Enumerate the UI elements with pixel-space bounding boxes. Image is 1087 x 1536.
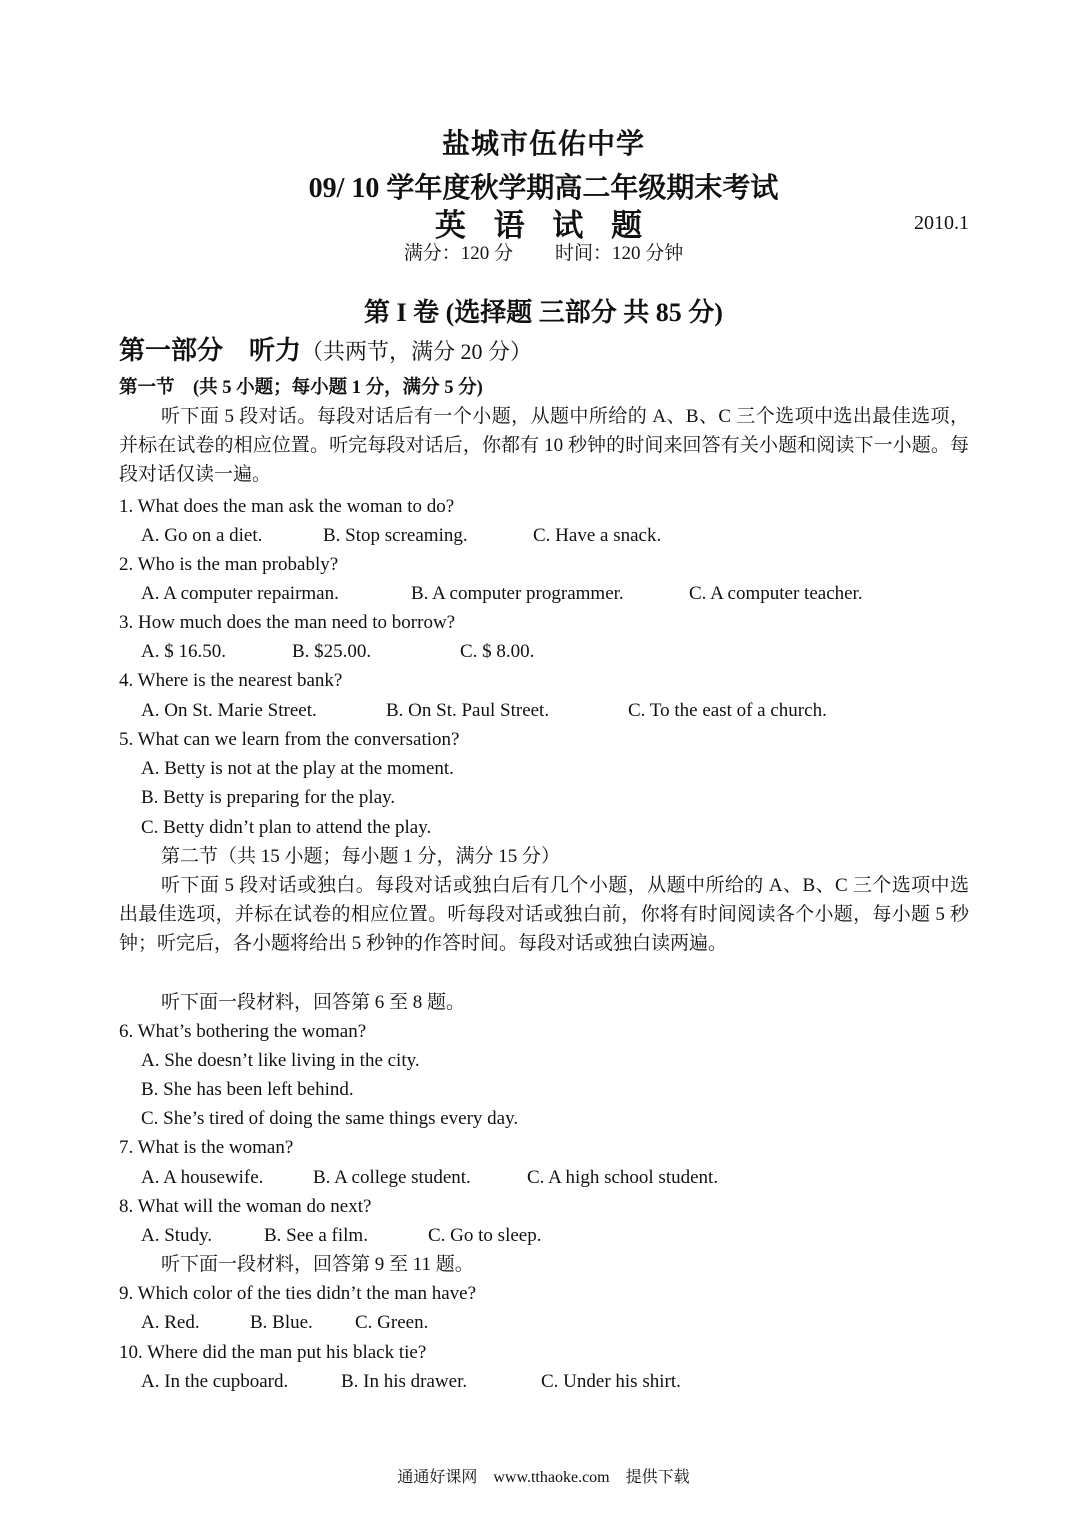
option-a: A. A housewife.: [141, 1167, 264, 1188]
volume-title: 第 I 卷 (选择题 三部分 共 85 分): [364, 298, 723, 327]
option-b: B. A computer programmer.: [411, 583, 624, 604]
question-8-options: [141, 1221, 541, 1250]
option-b: B. $25.00.: [292, 641, 372, 662]
question-1: 1. What does the man ask the woman to do?: [119, 496, 455, 517]
question-7-options: [141, 1163, 718, 1192]
question-6-option-c: C. She’s tired of doing the same things every day.: [141, 1108, 519, 1129]
section1-title: 第一节 (共 5 小题；每小题 1 分，满分 5 分): [119, 378, 483, 398]
section1-instructions: 听下面 5 段对话。每段对话后有一个小题，从题中所给的 A、B、C 三个选项中选出最佳选项，并标在试卷的相应位置。听完每段对话后，你都有 10 秒钟的时间来回答有关小题和阅读下一小题。每段对话仅读一遍。: [119, 406, 969, 485]
option-c: C. Green.: [355, 1312, 429, 1333]
question-6-option-b: B. She has been left behind.: [141, 1079, 354, 1100]
option-c: C. A computer teacher.: [689, 583, 863, 604]
question-1-options: [141, 521, 661, 550]
option-b: B. On St. Paul Street.: [386, 700, 550, 721]
part1-note: （共两节，满分 20 分）: [301, 339, 533, 364]
question-5-option-a: A. Betty is not at the play at the moment.: [141, 758, 454, 779]
question-8: 8. What will the woman do next?: [119, 1196, 372, 1217]
full-score: 满分：120 分: [403, 243, 513, 264]
exam-title: 09/ 10 学年度秋学期高二年级期末考试: [308, 173, 779, 204]
material-9-11: 听下面一段材料，回答第 9 至 11 题。: [161, 1254, 474, 1275]
option-b: B. Stop screaming.: [323, 525, 468, 546]
question-2-options: [141, 579, 863, 608]
question-5: 5. What can we learn from the conversation?: [119, 729, 460, 750]
section2-instructions: 听下面 5 段对话或独白。每段对话或独白后有几个小题，从题中所给的 A、B、C 三个选项中选出最佳选项，并标在试卷的相应位置。听每段对话或独白前，你将有时间阅读各个小题，每小题 5 秒钟；听完后，各小题将给出 5 秒钟的作答时间。每段对话或独白读两遍。: [119, 875, 969, 954]
question-3-options: [141, 637, 534, 666]
option-c: C. To the east of a church.: [628, 700, 827, 721]
option-c: C. $ 8.00.: [460, 641, 535, 662]
question-9-options: [141, 1308, 428, 1337]
part1-heading: [119, 330, 532, 367]
question-10: 10. Where did the man put his black tie?: [119, 1342, 427, 1363]
question-4: 4. Where is the nearest bank?: [119, 670, 343, 691]
question-10-options: [141, 1367, 681, 1396]
question-5-option-b: B. Betty is preparing for the play.: [141, 787, 396, 808]
question-6: 6. What’s bothering the woman?: [119, 1021, 367, 1042]
option-b: B. Blue.: [250, 1312, 313, 1333]
question-3: 3. How much does the man need to borrow?: [119, 612, 456, 633]
option-c: C. Have a snack.: [533, 525, 662, 546]
option-b: B. In his drawer.: [341, 1371, 468, 1392]
page-footer: 通通好课网 www.tthaoke.com 提供下载: [397, 1469, 690, 1486]
option-a: A. Go on a diet.: [141, 525, 263, 546]
school-name: 盐城市伍佑中学: [441, 129, 645, 160]
option-a: A. In the cupboard.: [141, 1371, 289, 1392]
question-6-option-a: A. She doesn’t like living in the city.: [141, 1050, 420, 1071]
subject-title: 英 语 试 题: [434, 208, 653, 243]
question-2: 2. Who is the man probably?: [119, 554, 339, 575]
option-a: A. Study.: [141, 1225, 213, 1246]
exam-date: 2010.1: [914, 212, 969, 234]
option-c: C. A high school student.: [527, 1167, 719, 1188]
score-time-line: [0, 238, 1087, 265]
exam-time: 时间：120 分钟: [555, 243, 684, 264]
option-a: A. Red.: [141, 1312, 200, 1333]
option-a: A. On St. Marie Street.: [141, 700, 317, 721]
option-a: A. $ 16.50.: [141, 641, 226, 662]
option-c: C. Under his shirt.: [541, 1371, 681, 1392]
question-9: 9. Which color of the ties didn’t the man have?: [119, 1283, 477, 1304]
option-b: B. A college student.: [313, 1167, 471, 1188]
option-c: C. Go to sleep.: [428, 1225, 542, 1246]
option-b: B. See a film.: [264, 1225, 368, 1246]
material-6-8: 听下面一段材料，回答第 6 至 8 题。: [161, 992, 466, 1013]
question-4-options: [141, 696, 827, 725]
question-7: 7. What is the woman?: [119, 1137, 294, 1158]
part1-title: 第一部分 听力: [119, 336, 302, 365]
section2-title: 第二节（共 15 小题；每小题 1 分，满分 15 分）: [161, 846, 561, 867]
option-a: A. A computer repairman.: [141, 583, 339, 604]
question-5-option-c: C. Betty didn’t plan to attend the play.: [141, 817, 432, 838]
